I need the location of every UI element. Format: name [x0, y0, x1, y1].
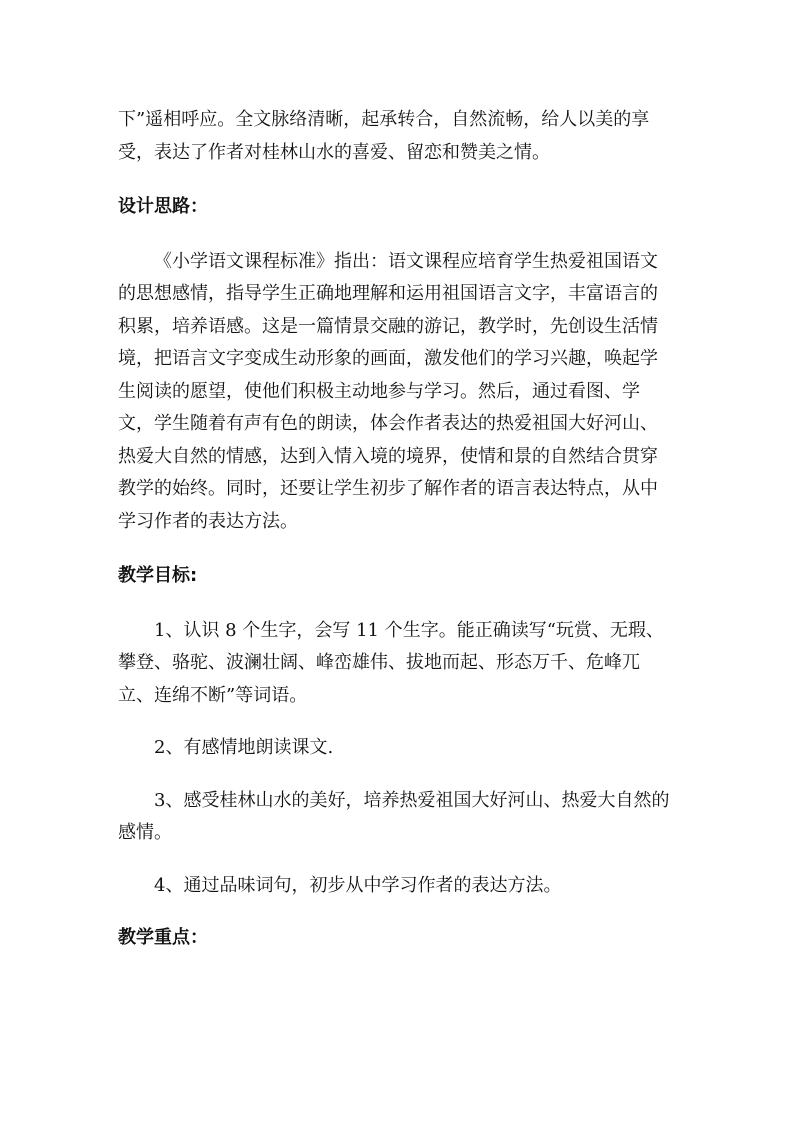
objective-item-3: 3、感受桂林山水的美好，培养热爱祖国大好河山、热爱大自然的感情。: [118, 789, 670, 843]
objectives-heading: 教学目标:: [118, 565, 198, 586]
objective-item-2: 2、有感情地朗读课文.: [154, 737, 334, 758]
objective-item-1: 1、认识 8 个生字，会写 11 个生字。能正确读写“玩赏、无瑕、攀登、骆驼、波澜壮阔、峰峦雄伟、拔地而起、形态万千、危峰兀立、连绵不断”等词语。: [118, 619, 664, 706]
design-heading: 设计思路：: [118, 196, 208, 217]
design-paragraph: 《小学语文课程标准》指出：语文课程应培育学生热爱祖国语文的思想感情，指导学生正确地理解和运用祖国语言文字，丰富语言的积累，培养语感。这是一篇情景交融的游记，教学时，先创设生活情境，把语言文字变成生动形象的画面，激发他们的学习兴趣，唤起学生阅读的愿望，使他们积极主动地参与学习。然后，通过看图、学文，学生随着有声有色的朗读，体会作者表达的热爱祖国大好河山、热爱大自然的情感，达到入情入境的境界，使情和景的自然结合贯穿教学的始终。同时，还要让学生初步了解作者的语言表达特点，从中学习作者的表达方法。: [118, 250, 658, 532]
key-points-heading: 教学重点：: [118, 927, 208, 948]
intro-paragraph: 下”遥相呼应。全文脉络清晰，起承转合，自然流畅，给人以美的享受，表达了作者对桂林山水的喜爱、留恋和赞美之情。: [118, 109, 650, 163]
objective-item-4: 4、通过品味词句，初步从中学习作者的表达方法。: [154, 874, 562, 896]
document-body: [118, 104, 674, 955]
